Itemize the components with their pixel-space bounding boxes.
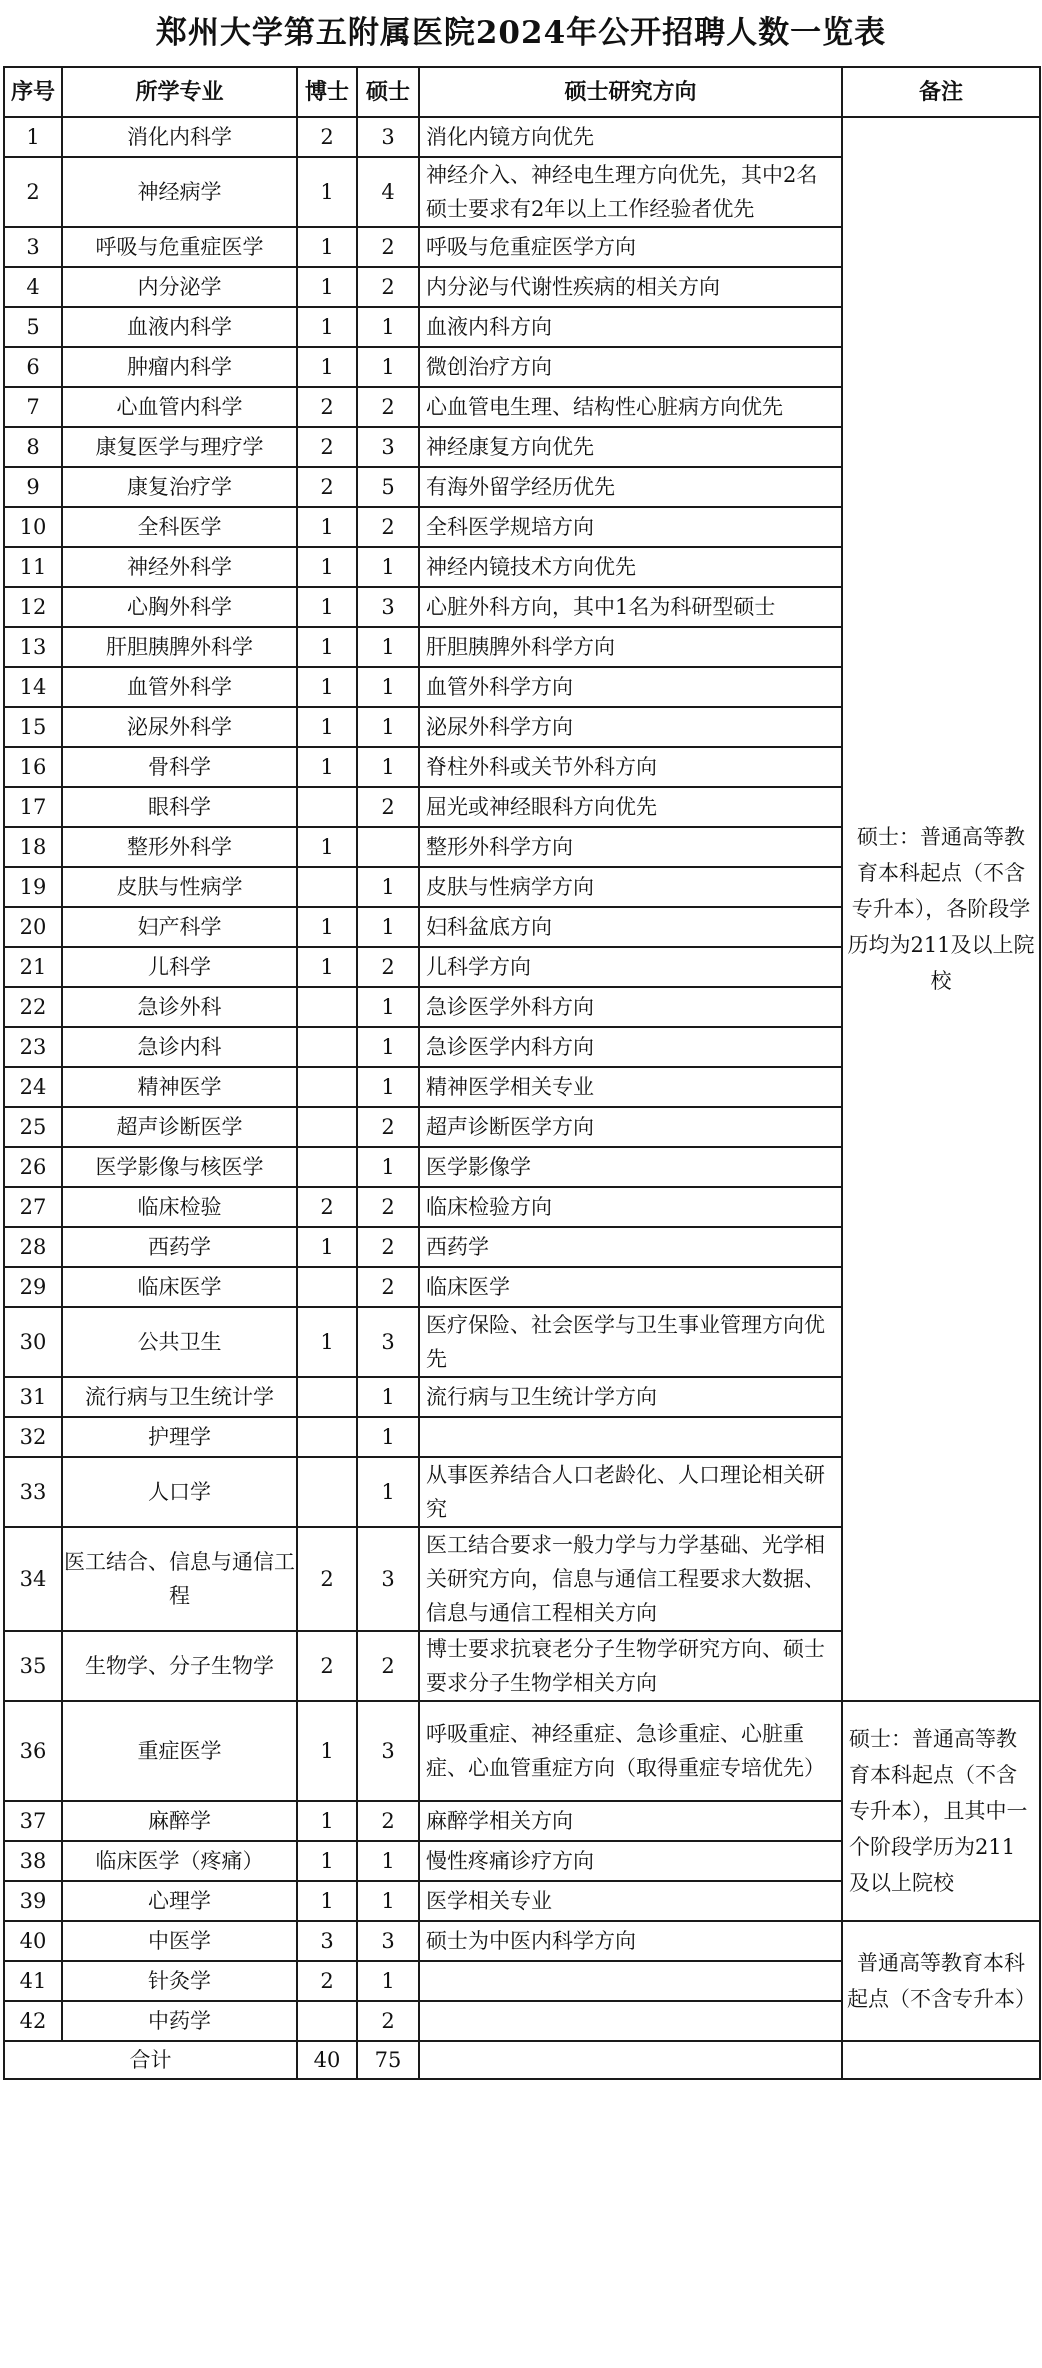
row-number: 6	[4, 347, 62, 387]
row-phd-count: 3	[297, 1921, 357, 1961]
row-master-count: 1	[357, 347, 419, 387]
row-phd-count: 1	[297, 347, 357, 387]
total-row	[4, 2041, 1040, 2079]
row-research-direction	[419, 1417, 842, 1457]
row-research-direction: 医工结合要求一般力学与力学基础、光学相关研究方向，信息与通信工程要求大数据、信息与通信工程相关方向	[419, 1527, 842, 1631]
row-number: 22	[4, 987, 62, 1027]
row-major: 消化内科学	[62, 117, 297, 157]
row-phd-count: 1	[297, 307, 357, 347]
row-phd-count: 2	[297, 1527, 357, 1631]
row-phd-count: 1	[297, 1307, 357, 1377]
row-master-count: 1	[357, 907, 419, 947]
row-phd-count	[297, 987, 357, 1027]
row-master-count: 2	[357, 1107, 419, 1147]
row-number: 16	[4, 747, 62, 787]
row-number: 14	[4, 667, 62, 707]
row-research-direction: 妇科盆底方向	[419, 907, 842, 947]
row-research-direction: 内分泌与代谢性疾病的相关方向	[419, 267, 842, 307]
row-phd-count: 1	[297, 1227, 357, 1267]
row-master-count: 3	[357, 1307, 419, 1377]
row-number: 19	[4, 867, 62, 907]
row-major: 临床检验	[62, 1187, 297, 1227]
table-row	[4, 1701, 1040, 1801]
row-phd-count	[297, 1027, 357, 1067]
row-research-direction: 超声诊断医学方向	[419, 1107, 842, 1147]
row-number: 25	[4, 1107, 62, 1147]
row-phd-count: 1	[297, 547, 357, 587]
row-research-direction: 泌尿外科学方向	[419, 707, 842, 747]
row-research-direction: 血液内科方向	[419, 307, 842, 347]
header-direction: 硕士研究方向	[419, 67, 842, 117]
row-research-direction: 心血管电生理、结构性心脏病方向优先	[419, 387, 842, 427]
row-number: 38	[4, 1841, 62, 1881]
row-number: 23	[4, 1027, 62, 1067]
row-research-direction: 脊柱外科或关节外科方向	[419, 747, 842, 787]
row-major: 临床医学（疼痛）	[62, 1841, 297, 1881]
row-master-count: 1	[357, 307, 419, 347]
total-direction-empty	[419, 2041, 842, 2079]
row-master-count: 1	[357, 1147, 419, 1187]
row-phd-count	[297, 2001, 357, 2041]
row-research-direction: 慢性疼痛诊疗方向	[419, 1841, 842, 1881]
row-master-count: 2	[357, 1267, 419, 1307]
header-no: 序号	[4, 67, 62, 117]
row-number: 8	[4, 427, 62, 467]
row-research-direction: 流行病与卫生统计学方向	[419, 1377, 842, 1417]
row-number: 5	[4, 307, 62, 347]
row-number: 34	[4, 1527, 62, 1631]
row-research-direction: 皮肤与性病学方向	[419, 867, 842, 907]
row-number: 33	[4, 1457, 62, 1527]
row-master-count: 1	[357, 1881, 419, 1921]
row-master-count: 1	[357, 547, 419, 587]
row-master-count: 3	[357, 1921, 419, 1961]
row-major: 麻醉学	[62, 1801, 297, 1841]
header-phd: 博士	[297, 67, 357, 117]
row-major: 骨科学	[62, 747, 297, 787]
row-research-direction: 从事医养结合人口老龄化、人口理论相关研究	[419, 1457, 842, 1527]
row-phd-count	[297, 787, 357, 827]
row-phd-count: 1	[297, 157, 357, 227]
row-research-direction: 呼吸重症、神经重症、急诊重症、心脏重症、心血管重症方向（取得重症专培优先）	[419, 1701, 842, 1801]
row-research-direction: 急诊医学外科方向	[419, 987, 842, 1027]
row-phd-count: 1	[297, 267, 357, 307]
row-major: 呼吸与危重症医学	[62, 227, 297, 267]
row-master-count: 1	[357, 1027, 419, 1067]
row-number: 30	[4, 1307, 62, 1377]
row-major: 全科医学	[62, 507, 297, 547]
row-major: 临床医学	[62, 1267, 297, 1307]
row-phd-count	[297, 1147, 357, 1187]
row-phd-count: 1	[297, 1701, 357, 1801]
row-master-count: 1	[357, 667, 419, 707]
row-major: 皮肤与性病学	[62, 867, 297, 907]
row-phd-count: 1	[297, 707, 357, 747]
row-research-direction: 临床检验方向	[419, 1187, 842, 1227]
row-research-direction: 消化内镜方向优先	[419, 117, 842, 157]
row-research-direction: 医疗保险、社会医学与卫生事业管理方向优先	[419, 1307, 842, 1377]
row-research-direction: 有海外留学经历优先	[419, 467, 842, 507]
row-phd-count: 2	[297, 1631, 357, 1701]
row-number: 17	[4, 787, 62, 827]
header-master: 硕士	[357, 67, 419, 117]
row-research-direction: 神经康复方向优先	[419, 427, 842, 467]
row-major: 中医学	[62, 1921, 297, 1961]
row-major: 急诊内科	[62, 1027, 297, 1067]
row-master-count: 1	[357, 1067, 419, 1107]
row-number: 37	[4, 1801, 62, 1841]
row-major: 医工结合、信息与通信工程	[62, 1527, 297, 1631]
row-number: 20	[4, 907, 62, 947]
row-phd-count: 1	[297, 507, 357, 547]
row-phd-count: 2	[297, 1961, 357, 2001]
row-major: 康复治疗学	[62, 467, 297, 507]
row-research-direction: 心脏外科方向，其中1名为科研型硕士	[419, 587, 842, 627]
row-research-direction: 硕士为中医内科学方向	[419, 1921, 842, 1961]
row-major: 肝胆胰脾外科学	[62, 627, 297, 667]
row-research-direction: 医学影像学	[419, 1147, 842, 1187]
row-major: 公共卫生	[62, 1307, 297, 1377]
row-master-count: 1	[357, 747, 419, 787]
row-phd-count: 1	[297, 227, 357, 267]
row-number: 27	[4, 1187, 62, 1227]
row-major: 流行病与卫生统计学	[62, 1377, 297, 1417]
row-master-count: 3	[357, 587, 419, 627]
row-research-direction: 精神医学相关专业	[419, 1067, 842, 1107]
row-note: 硕士：普通高等教育本科起点（不含专升本），且其中一个阶段学历为211及以上院校	[842, 1701, 1040, 1921]
row-research-direction: 微创治疗方向	[419, 347, 842, 387]
row-major: 护理学	[62, 1417, 297, 1457]
row-number: 7	[4, 387, 62, 427]
row-research-direction: 神经内镜技术方向优先	[419, 547, 842, 587]
row-master-count: 2	[357, 1801, 419, 1841]
row-number: 42	[4, 2001, 62, 2041]
row-master-count: 1	[357, 987, 419, 1027]
row-major: 神经病学	[62, 157, 297, 227]
row-number: 3	[4, 227, 62, 267]
table-row	[4, 117, 1040, 157]
row-master-count: 1	[357, 707, 419, 747]
row-master-count: 2	[357, 227, 419, 267]
row-major: 心理学	[62, 1881, 297, 1921]
row-master-count: 2	[357, 1187, 419, 1227]
row-phd-count: 2	[297, 387, 357, 427]
row-master-count: 2	[357, 267, 419, 307]
row-number: 32	[4, 1417, 62, 1457]
row-research-direction: 医学相关专业	[419, 1881, 842, 1921]
row-research-direction	[419, 2001, 842, 2041]
row-master-count: 2	[357, 787, 419, 827]
row-phd-count: 1	[297, 1801, 357, 1841]
row-research-direction: 全科医学规培方向	[419, 507, 842, 547]
row-phd-count	[297, 1377, 357, 1417]
row-phd-count: 1	[297, 1881, 357, 1921]
row-major: 针灸学	[62, 1961, 297, 2001]
row-number: 35	[4, 1631, 62, 1701]
row-major: 医学影像与核医学	[62, 1147, 297, 1187]
row-research-direction: 血管外科学方向	[419, 667, 842, 707]
row-research-direction: 肝胆胰脾外科学方向	[419, 627, 842, 667]
row-major: 泌尿外科学	[62, 707, 297, 747]
row-phd-count: 1	[297, 827, 357, 867]
row-phd-count: 1	[297, 947, 357, 987]
row-major: 血管外科学	[62, 667, 297, 707]
row-master-count: 1	[357, 867, 419, 907]
row-master-count	[357, 827, 419, 867]
row-major: 超声诊断医学	[62, 1107, 297, 1147]
row-number: 18	[4, 827, 62, 867]
total-label: 合计	[4, 2041, 297, 2079]
row-number: 10	[4, 507, 62, 547]
row-master-count: 3	[357, 117, 419, 157]
page-title: 郑州大学第五附属医院2024年公开招聘人数一览表	[155, 15, 887, 51]
row-master-count: 2	[357, 387, 419, 427]
row-number: 1	[4, 117, 62, 157]
row-phd-count: 2	[297, 1187, 357, 1227]
header-notes: 备注	[842, 67, 1040, 117]
row-major: 重症医学	[62, 1701, 297, 1801]
row-note: 普通高等教育本科起点（不含专升本）	[842, 1921, 1040, 2041]
row-major: 神经外科学	[62, 547, 297, 587]
row-master-count: 3	[357, 1701, 419, 1801]
row-master-count: 1	[357, 1417, 419, 1457]
row-phd-count	[297, 1107, 357, 1147]
row-phd-count: 1	[297, 627, 357, 667]
row-number: 11	[4, 547, 62, 587]
row-master-count: 1	[357, 1841, 419, 1881]
row-master-count: 2	[357, 947, 419, 987]
row-note: 硕士：普通高等教育本科起点（不含专升本），各阶段学历均为211及以上院校	[842, 117, 1040, 1701]
total-notes-empty	[842, 2041, 1040, 2079]
row-number: 41	[4, 1961, 62, 2001]
row-master-count: 2	[357, 507, 419, 547]
row-phd-count: 2	[297, 427, 357, 467]
row-phd-count: 2	[297, 117, 357, 157]
header-major: 所学专业	[62, 67, 297, 117]
row-master-count: 4	[357, 157, 419, 227]
row-number: 36	[4, 1701, 62, 1801]
row-master-count: 1	[357, 1457, 419, 1527]
row-research-direction: 西药学	[419, 1227, 842, 1267]
row-number: 39	[4, 1881, 62, 1921]
row-number: 9	[4, 467, 62, 507]
row-research-direction: 神经介入、神经电生理方向优先，其中2名硕士要求有2年以上工作经验者优先	[419, 157, 842, 227]
total-master: 75	[357, 2041, 419, 2079]
row-number: 2	[4, 157, 62, 227]
row-master-count: 2	[357, 2001, 419, 2041]
row-major: 心血管内科学	[62, 387, 297, 427]
row-number: 40	[4, 1921, 62, 1961]
row-research-direction: 临床医学	[419, 1267, 842, 1307]
row-major: 内分泌学	[62, 267, 297, 307]
row-number: 31	[4, 1377, 62, 1417]
row-major: 肿瘤内科学	[62, 347, 297, 387]
row-major: 眼科学	[62, 787, 297, 827]
row-major: 急诊外科	[62, 987, 297, 1027]
row-research-direction: 麻醉学相关方向	[419, 1801, 842, 1841]
row-major: 生物学、分子生物学	[62, 1631, 297, 1701]
row-major: 儿科学	[62, 947, 297, 987]
row-master-count: 3	[357, 427, 419, 467]
row-major: 整形外科学	[62, 827, 297, 867]
row-phd-count	[297, 1457, 357, 1527]
row-number: 13	[4, 627, 62, 667]
row-research-direction: 儿科学方向	[419, 947, 842, 987]
row-research-direction: 博士要求抗衰老分子生物学研究方向、硕士要求分子生物学相关方向	[419, 1631, 842, 1701]
row-research-direction: 呼吸与危重症医学方向	[419, 227, 842, 267]
row-phd-count: 2	[297, 467, 357, 507]
table-row	[4, 1921, 1040, 1961]
row-master-count: 1	[357, 1377, 419, 1417]
row-master-count: 2	[357, 1227, 419, 1267]
header-row	[4, 67, 1040, 117]
row-phd-count	[297, 1417, 357, 1457]
row-major: 康复医学与理疗学	[62, 427, 297, 467]
row-major: 精神医学	[62, 1067, 297, 1107]
row-phd-count: 1	[297, 747, 357, 787]
row-major: 人口学	[62, 1457, 297, 1527]
row-research-direction: 整形外科学方向	[419, 827, 842, 867]
row-research-direction: 屈光或神经眼科方向优先	[419, 787, 842, 827]
row-phd-count: 1	[297, 907, 357, 947]
row-number: 4	[4, 267, 62, 307]
row-master-count: 1	[357, 1961, 419, 2001]
row-major: 血液内科学	[62, 307, 297, 347]
row-research-direction	[419, 1961, 842, 2001]
row-phd-count: 1	[297, 587, 357, 627]
row-master-count: 5	[357, 467, 419, 507]
recruitment-table	[3, 66, 1041, 2080]
row-master-count: 2	[357, 1631, 419, 1701]
row-phd-count	[297, 1067, 357, 1107]
row-number: 28	[4, 1227, 62, 1267]
row-number: 24	[4, 1067, 62, 1107]
row-master-count: 3	[357, 1527, 419, 1631]
row-number: 15	[4, 707, 62, 747]
row-number: 29	[4, 1267, 62, 1307]
row-master-count: 1	[357, 627, 419, 667]
row-phd-count	[297, 867, 357, 907]
row-major: 妇产科学	[62, 907, 297, 947]
row-major: 中药学	[62, 2001, 297, 2041]
row-number: 12	[4, 587, 62, 627]
row-number: 21	[4, 947, 62, 987]
total-phd: 40	[297, 2041, 357, 2079]
row-major: 西药学	[62, 1227, 297, 1267]
row-phd-count: 1	[297, 1841, 357, 1881]
row-phd-count	[297, 1267, 357, 1307]
row-major: 心胸外科学	[62, 587, 297, 627]
row-research-direction: 急诊医学内科方向	[419, 1027, 842, 1067]
row-number: 26	[4, 1147, 62, 1187]
row-phd-count: 1	[297, 667, 357, 707]
